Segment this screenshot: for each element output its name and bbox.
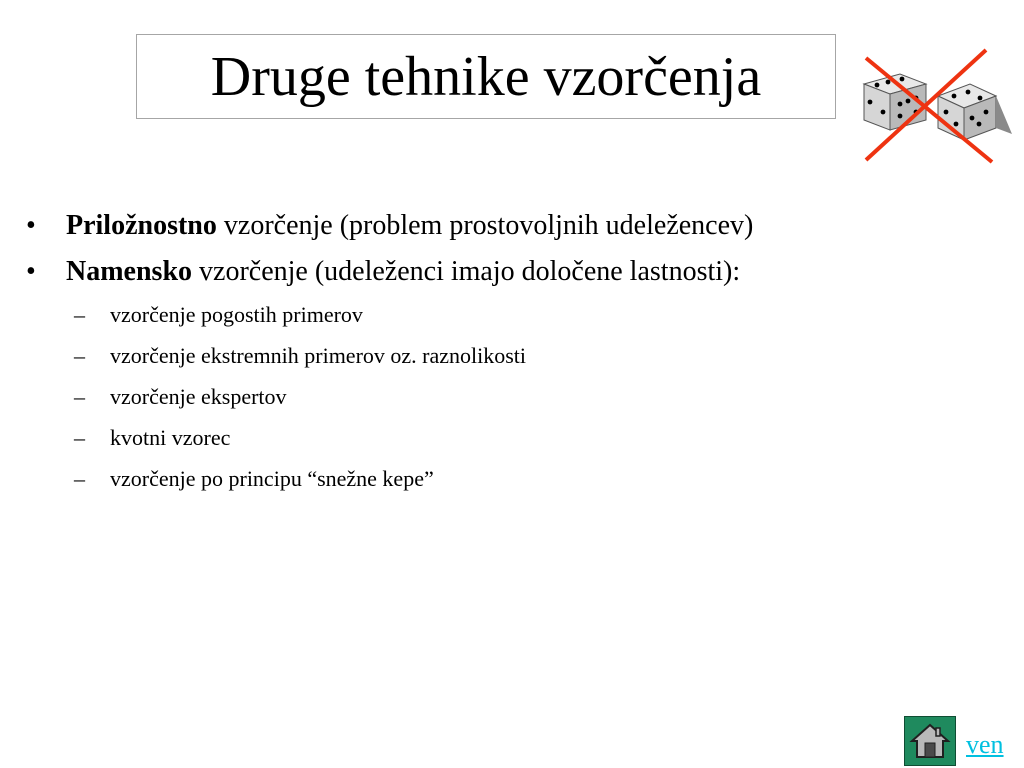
bullet-item (26, 212, 1006, 258)
exit-link[interactable]: ven (966, 730, 1004, 759)
sub-item (26, 304, 1006, 345)
home-icon (909, 721, 951, 761)
sub-item-text: vzorčenje po principu “snežne kepe” (110, 466, 434, 491)
home-button[interactable] (904, 716, 956, 766)
bullet-item (26, 258, 1006, 304)
sub-item-text: vzorčenje ekspertov (110, 384, 287, 409)
sub-item-text: vzorčenje pogostih primerov (110, 302, 363, 327)
title-box (136, 34, 836, 119)
bullet-mark: • (26, 256, 36, 287)
crossed-out-dice-icon (852, 44, 1022, 166)
slide-title: Druge tehnike vzorčenja (210, 45, 762, 108)
bullet-rest: vzorčenje (udeleženci imajo določene lastnosti): (192, 256, 741, 287)
bullet-bold-term: Namensko (66, 256, 193, 287)
bullet-text (66, 212, 753, 240)
dash-mark: – (74, 302, 85, 327)
bullet-bold-term: Priložnostno (66, 210, 217, 241)
bullet-text (66, 258, 740, 286)
dash-mark: – (74, 466, 85, 491)
sub-item (26, 345, 1006, 386)
sub-item-text: kvotni vzorec (110, 425, 231, 450)
sub-item (26, 468, 1006, 509)
dash-mark: – (74, 343, 85, 368)
bullet-rest: vzorčenje (problem prostovoljnih udeležencev) (216, 210, 754, 241)
bullet-list (26, 212, 1006, 509)
sub-item (26, 427, 1006, 468)
dash-mark: – (74, 425, 85, 450)
bullet-mark: • (26, 210, 36, 241)
dash-mark: – (74, 384, 85, 409)
sub-item-text: vzorčenje ekstremnih primerov oz. raznolikosti (110, 343, 527, 368)
sub-item (26, 386, 1006, 427)
